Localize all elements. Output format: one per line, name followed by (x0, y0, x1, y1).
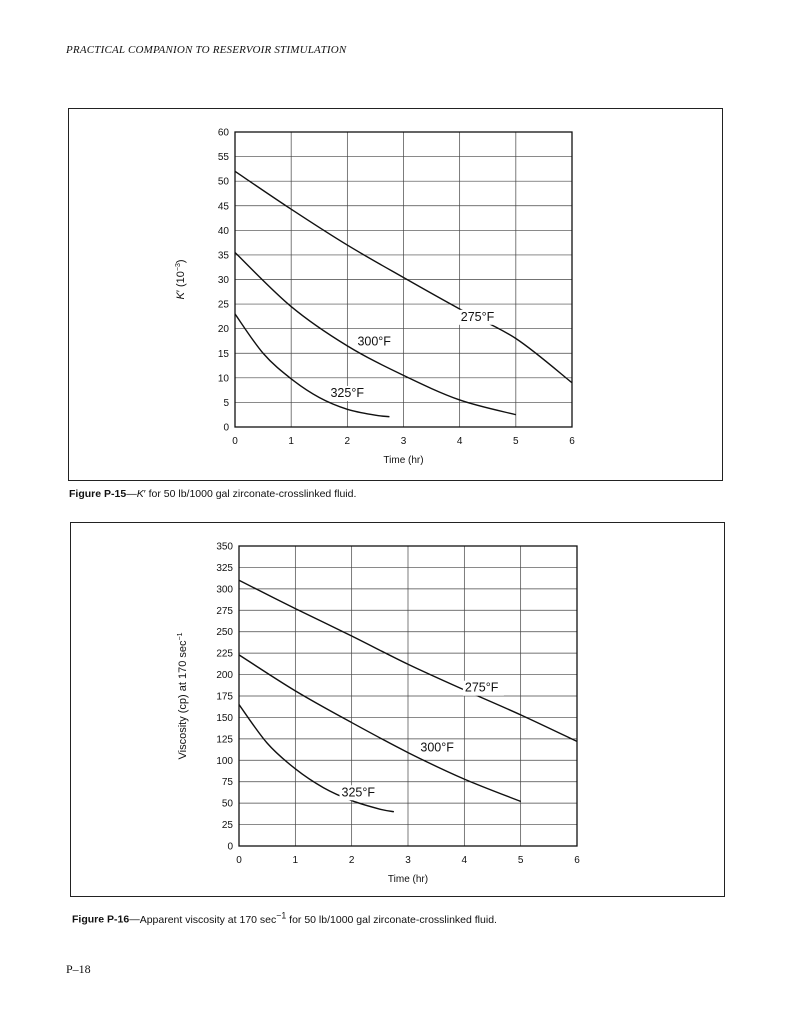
series-line-300f (239, 655, 521, 802)
figure-p16-caption (72, 910, 497, 926)
x-tick-label: 5 (513, 436, 519, 447)
x-tick-label: 5 (517, 855, 524, 866)
caption-dash: — (129, 913, 140, 926)
series-line-325f (235, 314, 389, 417)
y-tick-label: 50 (221, 798, 233, 810)
caption-text: K′ for 50 lb/1000 gal zirconate-crosslinked fluid. (136, 488, 357, 500)
y-tick-label: 0 (223, 422, 229, 434)
figure-label: Figure P-16 (72, 913, 130, 926)
y-tick-label: 175 (216, 691, 233, 703)
caption-dash: — (126, 488, 137, 500)
x-tick-label: 1 (292, 855, 299, 866)
y-tick-label: 55 (217, 152, 229, 164)
series-label-325f: 325°F (341, 785, 376, 800)
y-tick-label: 60 (217, 127, 229, 139)
y-tick-label: 35 (217, 250, 229, 262)
y-tick-label: 200 (216, 670, 233, 682)
y-tick-label: 100 (216, 755, 233, 767)
x-tick-label: 3 (400, 436, 407, 447)
figure-p16-frame (70, 522, 725, 897)
viscosity-chart (71, 523, 726, 898)
series-label-275f: 275°F (464, 680, 499, 695)
x-tick-label: 2 (344, 436, 351, 447)
y-tick-label: 10 (217, 373, 229, 385)
y-tick-label: 15 (217, 348, 229, 360)
x-tick-label: 1 (288, 436, 294, 447)
y-tick-label: 25 (217, 299, 229, 311)
y-tick-label: 25 (221, 820, 233, 832)
page-number: P–18 (66, 962, 91, 976)
x-tick-label: 6 (574, 855, 580, 866)
series-label-275f: 275°F (460, 309, 495, 324)
figure-p15-caption (69, 488, 356, 500)
series-label-325f: 325°F (330, 386, 364, 401)
x-tick-label: 3 (405, 855, 411, 866)
y-tick-label: 50 (217, 176, 229, 188)
x-tick-label: 2 (348, 855, 355, 866)
running-head: PRACTICAL COMPANION TO RESERVOIR STIMULATION (66, 44, 347, 56)
x-tick-label: 6 (569, 436, 575, 447)
y-tick-label: 325 (216, 562, 233, 574)
x-tick-label: 0 (232, 436, 238, 447)
y-tick-label: 350 (216, 541, 233, 553)
y-tick-label: 0 (227, 841, 233, 853)
x-tick-label: 0 (236, 855, 242, 866)
figure-label: Figure P-15 (69, 488, 127, 500)
y-tick-label: 20 (217, 324, 229, 336)
y-tick-label: 275 (216, 605, 233, 617)
y-tick-label: 300 (216, 584, 233, 596)
y-tick-label: 150 (216, 712, 233, 724)
figure-p15-frame (68, 108, 723, 481)
y-tick-label: 40 (217, 225, 229, 237)
series-label-300f: 300°F (420, 740, 454, 755)
y-axis-label: Viscosity (cp) at 170 $\sec^{-1}$ (177, 632, 189, 760)
caption-text: Apparent viscosity at 170 $\sec^{-1}$ for 50 lb/1000 gal zirconate-crosslinked fluid. (139, 910, 497, 926)
y-axis-label: K′ $(10^{-3})$ (175, 259, 187, 300)
x-tick-label: 4 (461, 855, 468, 866)
y-tick-label: 5 (223, 397, 229, 409)
x-tick-label: 4 (456, 436, 463, 447)
y-tick-label: 75 (221, 777, 233, 789)
y-tick-label: 30 (217, 275, 229, 286)
x-axis-label: Time (hr) (387, 874, 429, 885)
y-tick-label: 225 (216, 648, 233, 660)
y-tick-label: 45 (217, 201, 229, 213)
y-tick-label: 125 (216, 734, 233, 746)
k-prime-chart (69, 109, 724, 482)
y-tick-label: 250 (216, 627, 233, 639)
x-axis-label: Time (hr) (383, 455, 424, 466)
series-label-300f: 300°F (357, 334, 391, 349)
